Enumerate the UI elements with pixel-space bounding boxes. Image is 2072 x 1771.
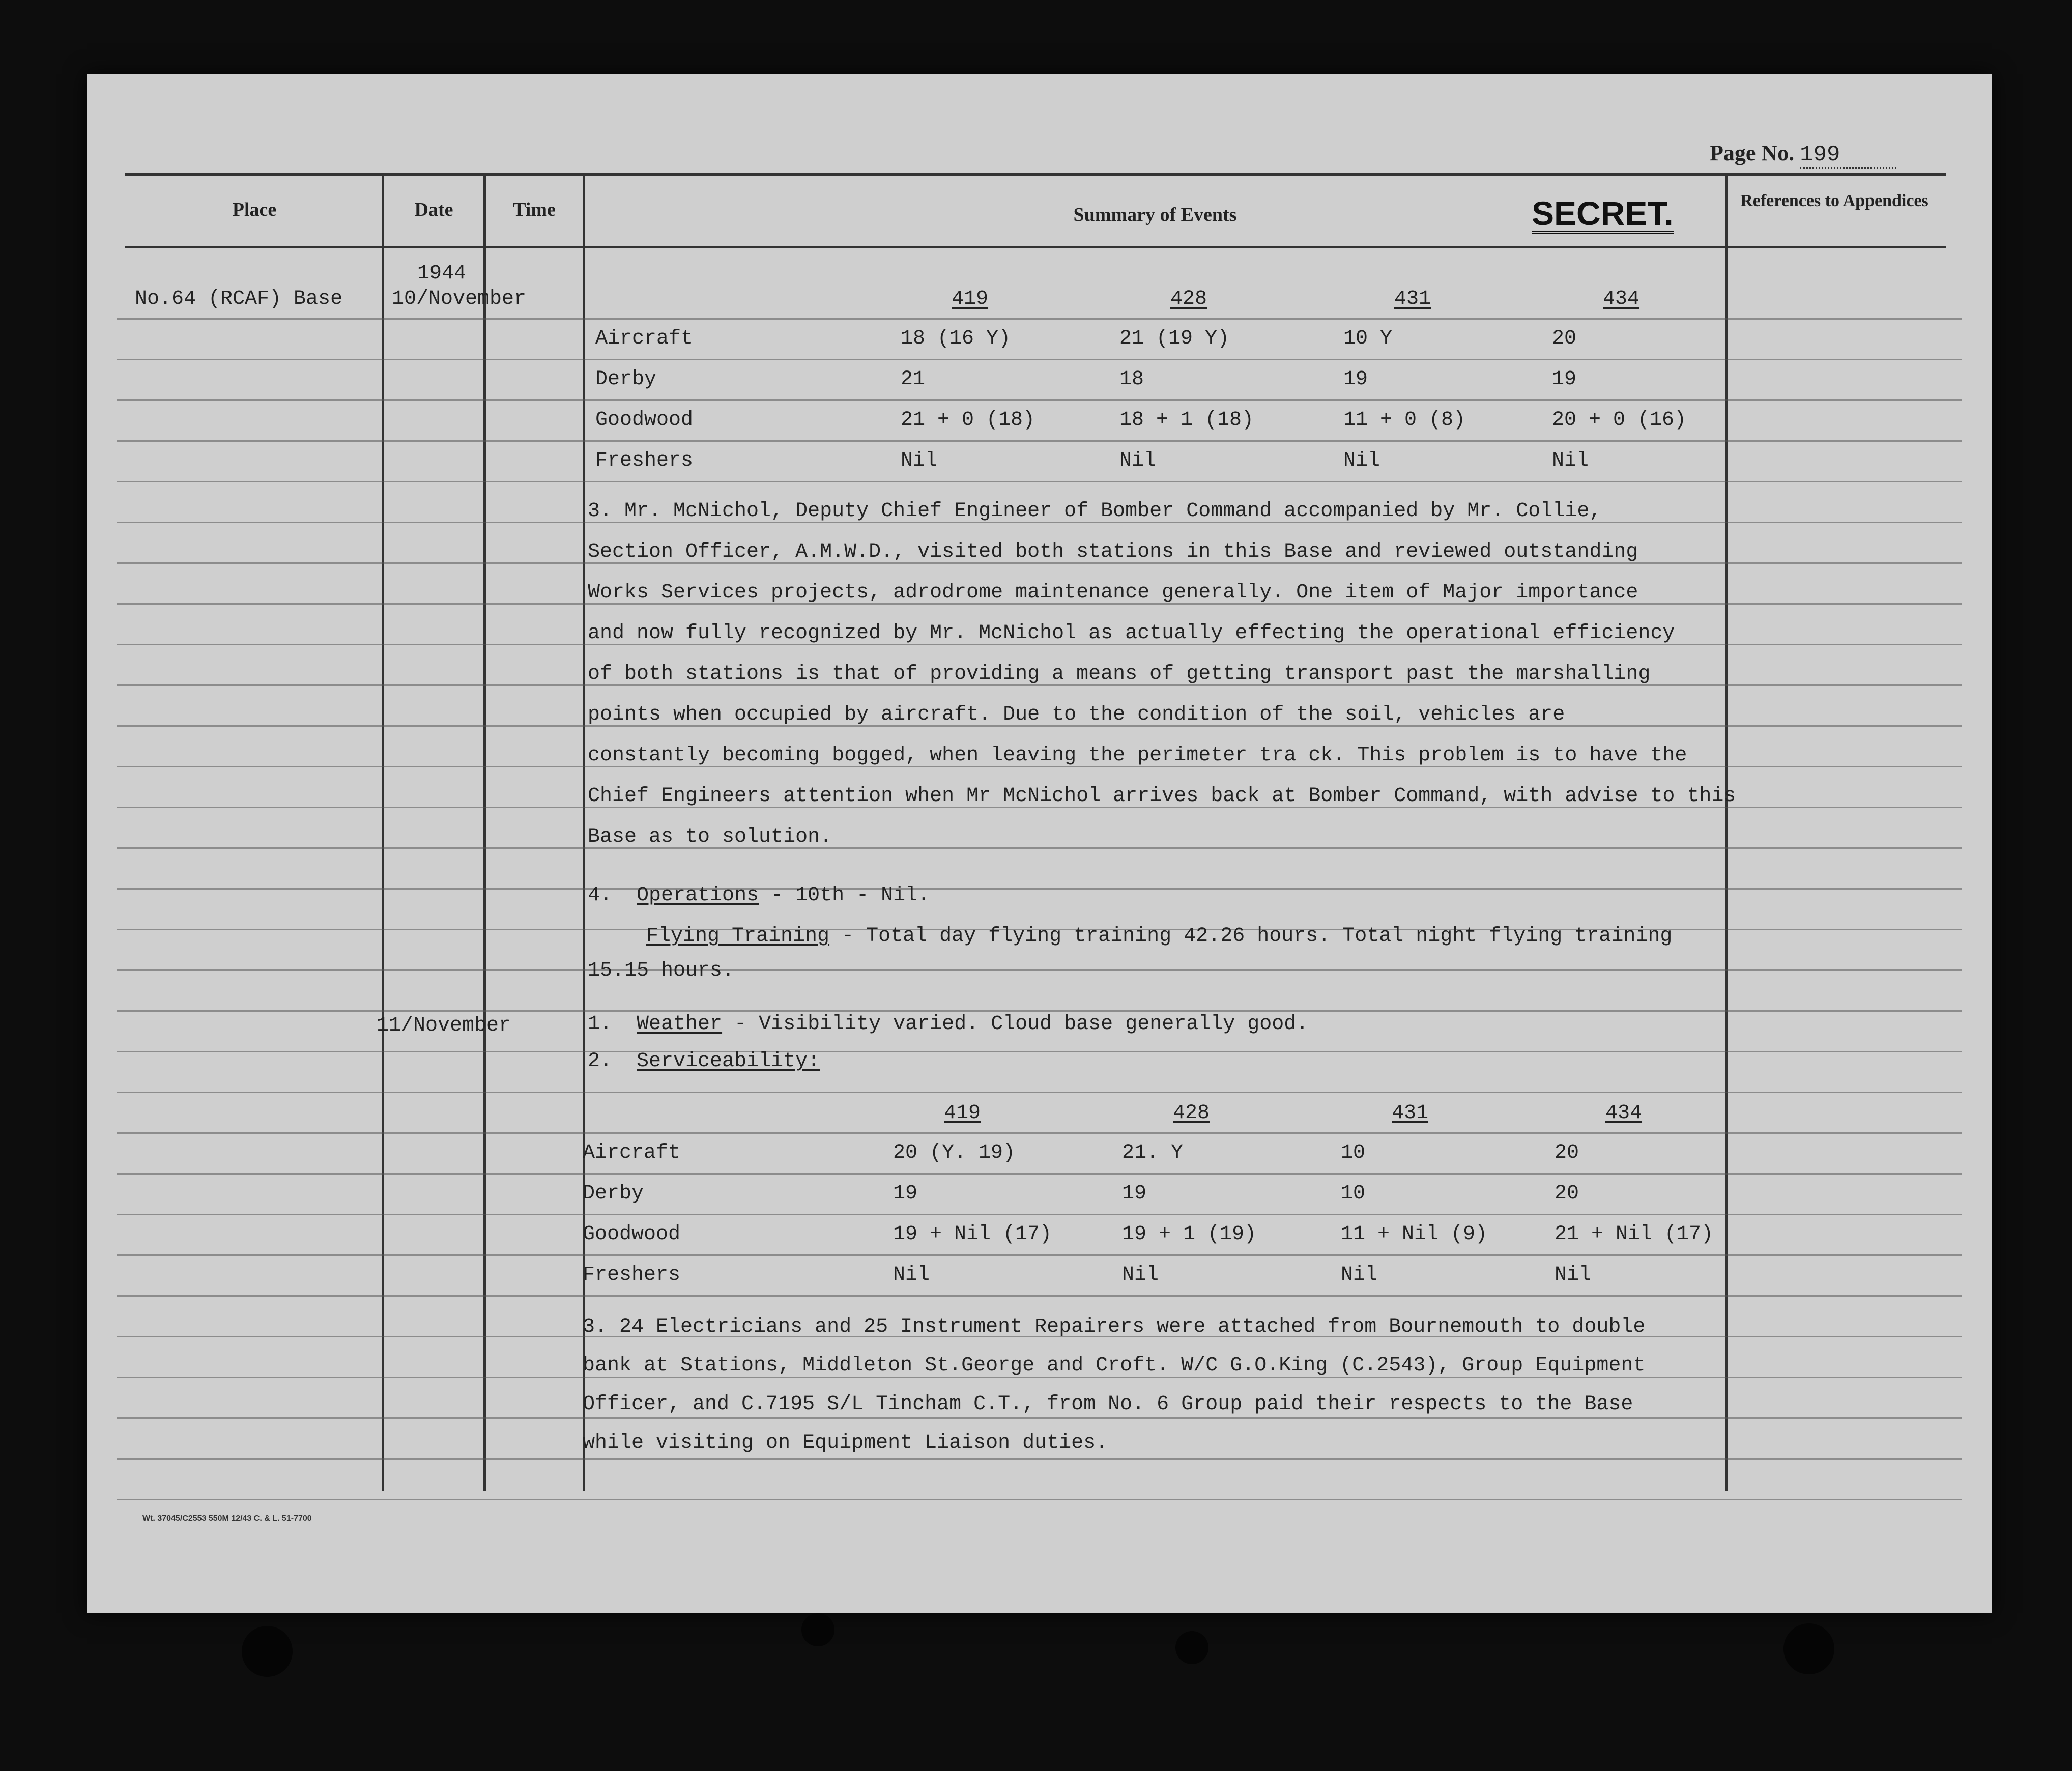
row-label: Freshers	[583, 1264, 681, 1287]
ruled-line	[117, 1010, 1962, 1012]
flying-training-label: Flying Training	[646, 925, 830, 948]
col-rule-time	[583, 173, 585, 1491]
cell-value: 20 (Y. 19)	[893, 1141, 1016, 1164]
paragraph-line: Chief Engineers attention when Mr McNichol arrives back at Bomber Command, with advise to this	[588, 785, 1736, 808]
weather-text: - Visibility varied. Cloud base generally good.	[722, 1013, 1309, 1036]
binder-hole-right	[1783, 1623, 1834, 1674]
binder-hole-center-left	[801, 1613, 834, 1646]
ruled-line	[117, 847, 1962, 849]
squadron-number: 434	[1603, 288, 1640, 310]
footer-print-code: Wt. 37045/C2553 550M 12/43 C. & L. 51-7700	[142, 1514, 312, 1523]
paragraph-line: Section Officer, A.M.W.D., visited both stations in this Base and reviewed outstanding	[588, 540, 1638, 563]
date-entry-11-nov: 11/November	[377, 1014, 511, 1037]
ruled-line	[117, 888, 1962, 890]
cell-value: Nil	[893, 1264, 930, 1287]
ruled-line	[117, 1254, 1962, 1256]
cell-value: 20	[1555, 1141, 1579, 1164]
date-entry-10-nov: 10/November	[392, 288, 527, 310]
header-bottom-border	[125, 246, 1946, 248]
squadron-number: 428	[1173, 1102, 1210, 1125]
cell-value: 19	[1122, 1182, 1147, 1205]
cell-value: 21 + Nil (17)	[1555, 1223, 1714, 1246]
header-references: References to Appendices	[1740, 191, 1929, 210]
cell-value: Nil	[1122, 1264, 1159, 1287]
flying-training-line	[646, 925, 1672, 948]
page-number: 199	[1800, 142, 1896, 169]
cell-value: 19 + Nil (17)	[893, 1223, 1052, 1246]
paragraph-line: Officer, and C.7195 S/L Tincham C.T., from No. 6 Group paid their respects to the Base	[583, 1393, 1633, 1416]
row-label: Aircraft	[595, 327, 694, 350]
cell-value: 20	[1555, 1182, 1579, 1205]
cell-value: Nil	[1341, 1264, 1378, 1287]
row-label: Aircraft	[583, 1141, 681, 1164]
flying-training-text: - Total day flying training 42.26 hours. Total night flying training	[829, 925, 1673, 948]
cell-value: Nil	[1555, 1264, 1592, 1287]
col-rule-summary	[1725, 173, 1728, 1491]
secret-stamp: SECRET.	[1532, 196, 1674, 234]
row-label: Goodwood	[583, 1223, 681, 1246]
paragraph-line: constantly becoming bogged, when leaving the perimeter tra ck. This problem is to have the	[588, 744, 1687, 767]
serviceability-label: Serviceability:	[637, 1050, 820, 1073]
squadron-number: 419	[944, 1102, 981, 1125]
ruled-line	[117, 1458, 1962, 1460]
cell-value: 19	[893, 1182, 918, 1205]
binder-hole-center-right	[1175, 1631, 1208, 1664]
squadron-number: 431	[1392, 1102, 1429, 1125]
ruled-line	[117, 1499, 1962, 1500]
ruled-line	[117, 1051, 1962, 1052]
flying-training-line-2: 15.15 hours.	[588, 959, 735, 982]
page-number-label: Page No. 199	[1710, 140, 1896, 169]
serviceability-line	[588, 1050, 820, 1073]
col-rule-date	[483, 173, 486, 1491]
cell-value: 21. Y	[1122, 1141, 1184, 1164]
record-sheet	[87, 74, 1992, 1613]
paragraph-line: points when occupied by aircraft. Due to the condition of the soil, vehicles are	[588, 703, 1565, 726]
cell-value: 10	[1341, 1182, 1366, 1205]
ruled-line	[117, 359, 1962, 360]
ops-label: Operations	[637, 884, 759, 907]
ruled-line	[117, 1295, 1962, 1297]
ruled-line	[117, 1132, 1962, 1134]
cell-value: 19 + 1 (19)	[1122, 1223, 1257, 1246]
cell-value: Nil	[1552, 449, 1589, 472]
row-label: Freshers	[595, 449, 694, 472]
ops-text: - 10th - Nil.	[759, 884, 930, 907]
ruled-line	[117, 969, 1962, 971]
ruled-line	[117, 440, 1962, 442]
row-label: Derby	[595, 368, 657, 391]
year-entry: 1944	[417, 262, 467, 285]
cell-value: 21 + 0 (18)	[901, 409, 1035, 432]
weather-label: Weather	[637, 1013, 723, 1036]
paragraph-line: 3. Mr. McNichol, Deputy Chief Engineer of Bomber Command accompanied by Mr. Collie,	[588, 500, 1602, 523]
cell-value: 11 + 0 (8)	[1343, 409, 1466, 432]
operations-line	[588, 884, 930, 907]
cell-value: 10 Y	[1343, 327, 1393, 350]
paragraph-line: and now fully recognized by Mr. McNichol as actually effecting the operational efficiency	[588, 622, 1675, 645]
header-time: Time	[513, 199, 556, 220]
cell-value: 18	[1119, 368, 1144, 391]
squadron-number: 419	[952, 288, 989, 310]
paragraph-line: Base as to solution.	[588, 825, 832, 848]
cell-value: 18 (16 Y)	[901, 327, 1011, 350]
row-label: Derby	[583, 1182, 644, 1205]
paragraph-line: while visiting on Equipment Liaison duties.	[583, 1432, 1108, 1454]
ruled-line	[117, 399, 1962, 401]
cell-value: 10	[1341, 1141, 1366, 1164]
squadron-number: 431	[1394, 288, 1431, 310]
binder-hole-left	[242, 1626, 293, 1677]
paragraph-line: of both stations is that of providing a means of getting transport past the marshalling	[588, 663, 1651, 685]
weather-number: 1.	[588, 1013, 613, 1036]
cell-value: 21 (19 Y)	[1119, 327, 1230, 350]
cell-value: 18 + 1 (18)	[1119, 409, 1254, 432]
ruled-line	[117, 1173, 1962, 1175]
cell-value: Nil	[901, 449, 938, 472]
cell-value: 21	[901, 368, 926, 391]
cell-value: 19	[1552, 368, 1577, 391]
col-rule-place	[382, 173, 384, 1491]
squadron-number: 434	[1605, 1102, 1643, 1125]
weather-line	[588, 1013, 1308, 1036]
serviceability-number: 2.	[588, 1050, 613, 1073]
cell-value: 11 + Nil (9)	[1341, 1223, 1488, 1246]
cell-value: 19	[1343, 368, 1368, 391]
header-date: Date	[414, 199, 453, 220]
ruled-line	[117, 318, 1962, 320]
cell-value: Nil	[1343, 449, 1380, 472]
cell-value: 20 + 0 (16)	[1552, 409, 1687, 432]
paragraph-line: bank at Stations, Middleton St.George and Croft. W/C G.O.King (C.2543), Group Equipment	[583, 1354, 1646, 1377]
cell-value: 20	[1552, 327, 1577, 350]
ruled-line	[117, 481, 1962, 482]
ruled-line	[117, 1092, 1962, 1093]
header-place: Place	[232, 199, 277, 220]
ruled-line	[117, 1417, 1962, 1419]
table-top-border	[125, 173, 1946, 176]
ops-number: 4.	[588, 884, 613, 907]
place-entry: No.64 (RCAF) Base	[135, 288, 343, 310]
paragraph-line: 3. 24 Electricians and 25 Instrument Repairers were attached from Bournemouth to double	[583, 1316, 1646, 1338]
ruled-line	[117, 1214, 1962, 1215]
squadron-number: 428	[1170, 288, 1207, 310]
cell-value: Nil	[1119, 449, 1157, 472]
header-summary: Summary of Events	[1073, 204, 1237, 225]
row-label: Goodwood	[595, 409, 694, 432]
paragraph-line: Works Services projects, adrodrome maintenance generally. One item of Major importance	[588, 581, 1638, 604]
